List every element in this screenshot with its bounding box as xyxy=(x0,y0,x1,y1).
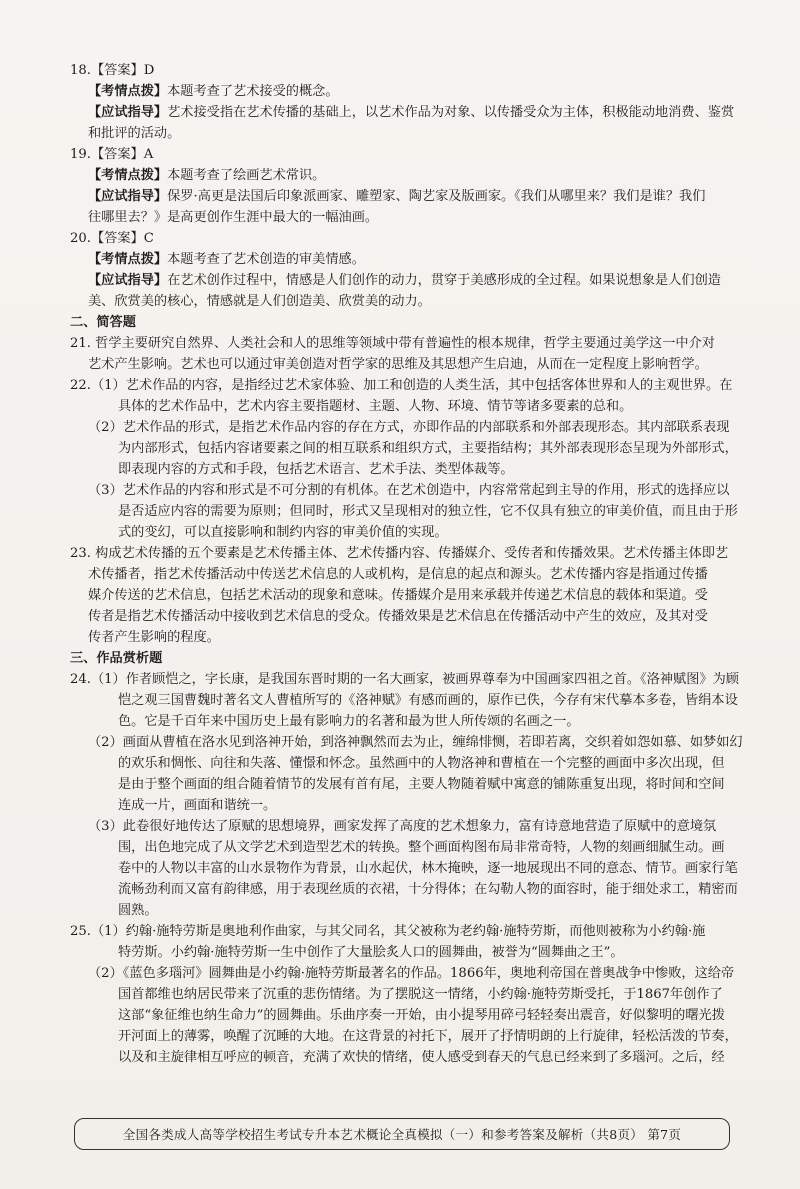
section-heading-short-answer: 二、简答题 xyxy=(70,315,136,330)
q24-line: 圆熟。 xyxy=(118,903,158,918)
q19-kaoqing: 【考情点拨】本题考查了绘画艺术常识。 xyxy=(88,168,326,183)
q21-line: 艺术产生影响。艺术也可以通过审美创造对哲学家的思维及其思想产生启迪，从而在一定程度上影响哲学。 xyxy=(88,357,708,372)
q25-line: 开河面上的薄雾，唤醒了沉睡的大地。在这背景的衬托下，展开了抒情明朗的上行旋律，轻松活泼的节奏， xyxy=(118,1029,738,1044)
q22-line: （3）艺术作品的内容和形式是不可分割的有机体。在艺术创造中，内容常常起到主导的作用，形式的选择应以 xyxy=(88,483,730,498)
q20-yingshi: 【应试指导】在艺术创作过程中，情感是人们创作的动力，贯穿于美感形成的全过程。如果说想象是人们创造 xyxy=(88,273,721,288)
page-footer: 全国各类成人高等学校招生考试专升本艺术概论全真模拟（一）和参考答案及解析（共8页） 第7页 xyxy=(74,1118,730,1150)
q22-line: 22.（1）艺术作品的内容，是指经过艺术家体验、加工和创造的人类生活，其中包括客体世界和人的主观世界。在 xyxy=(70,378,733,393)
q23-line: 传者产生影响的程度。 xyxy=(88,630,220,645)
q24-line: 流畅劲利而又富有韵律感，用于表现丝质的衣裙，十分得体；在勾勒人物的面容时，能于细处求工，精密而 xyxy=(118,882,738,897)
q24-line: 连成一片，画面和谐统一。 xyxy=(118,798,277,813)
q23-line: 传者是指艺术传播活动中接收到艺术信息的受众。传播效果是艺术信息在传播活动中产生的效应，及其对受 xyxy=(88,609,708,624)
q24-line: （3）此卷很好地传达了原赋的思想境界，画家发挥了高度的艺术想象力，富有诗意地营造了原赋中的意境氛 xyxy=(88,819,717,834)
q20-yingshi-cont: 美、欣赏美的核心，情感就是人们创造美、欣赏美的动力。 xyxy=(88,294,431,309)
q21-line: 21. 哲学主要研究自然界、人类社会和人的思维等领域中带有普遍性的根本规律，哲学主要通过美学这一中介对 xyxy=(70,336,715,351)
q24-line: 围，出色地完成了从文学艺术到造型艺术的转换。整个画面构图布局非常奇特，人物的刻画细腻生动。画 xyxy=(118,840,725,855)
q20-answer: 20.【答案】C xyxy=(70,231,154,246)
q23-line: 23. 构成艺术传播的五个要素是艺术传播主体、艺术传播内容、传播媒介、受传者和传播效果。艺术传播主体即艺 xyxy=(70,546,729,561)
q25-line: 以及和主旋律相互呼应的顿音，充满了欢快的情绪，使人感受到春天的气息已经来到了多瑙河。之后，经 xyxy=(118,1050,725,1065)
q22-line: 具体的艺术作品中，艺术内容主要指题材、主题、人物、环境、情节等诸多要素的总和。 xyxy=(118,399,633,414)
q22-line: 是否适应内容的需要为原则；但同时，形式又呈现相对的独立性，它不仅具有独立的审美价值，而且由于形 xyxy=(118,504,738,519)
q25-line: 国首都维也纳居民带来了沉重的悲伤情绪。为了摆脱这一情绪，小约翰·施特劳斯受托，于1867年创作了 xyxy=(118,987,723,1002)
q22-line: 式的变幻，可以直接影响和制约内容的审美价值的实现。 xyxy=(118,525,448,540)
q24-line: 卷中的人物以丰富的山水景物作为背景，山水起伏，林木掩映，逐一地展现出不同的意态、情节。画家行笔 xyxy=(118,861,738,876)
q19-answer: 19.【答案】A xyxy=(70,147,154,162)
q22-line: 为内部形式，包括内容诸要素之间的相互联系和组织方式，主要指结构；其外部表现形态呈现为外部形式， xyxy=(118,441,738,456)
q18-kaoqing: 【考情点拨】本题考查了艺术接受的概念。 xyxy=(88,84,339,99)
section-heading-appreciation: 三、作品赏析题 xyxy=(70,651,163,666)
q18-yingshi-cont: 和批评的活动。 xyxy=(88,126,181,141)
q24-line: 是由于整个画面的组合随着情节的发展有首有尾，主要人物随着赋中寓意的铺陈重复出现，将时间和空间 xyxy=(118,777,725,792)
q24-line: （2）画面从曹植在洛水见到洛神开始，到洛神飘然而去为止，缠绵悱恻，若即若离，交织着如怨如慕、如梦如幻 xyxy=(88,735,743,750)
q22-line: （2）艺术作品的形式，是指艺术作品内容的存在方式，亦即作品的内部联系和外部表现形态。其内部联系表现 xyxy=(88,420,730,435)
q25-line: 25.（1）约翰·施特劳斯是奥地利作曲家，与其父同名，其父被称为老约翰·施特劳斯，而他则被称为小约翰·施 xyxy=(70,924,706,939)
q25-line: 特劳斯。小约翰·施特劳斯一生中创作了大量脍炙人口的圆舞曲，被誉为“圆舞曲之王”。 xyxy=(118,945,624,960)
q25-line: （2）《蓝色多瑙河》圆舞曲是小约翰·施特劳斯最著名的作品。1866年，奥地利帝国在普奥战争中惨败，这给帝 xyxy=(88,966,735,981)
q24-line: 恺之观三国曹魏时著名文人曹植所写的《洛神赋》有感而画的，原作已佚，今存有宋代摹本多卷，皆绢本设 xyxy=(118,693,738,708)
q19-yingshi-cont: 往哪里去？》是高更创作生涯中最大的一幅油画。 xyxy=(88,210,379,225)
q24-line: 24.（1）作者顾恺之，字长康，是我国东晋时期的一名大画家，被画界尊奉为中国画家四祖之首。《洛神赋图》为顾 xyxy=(70,672,739,687)
q24-line: 色。它是千百年来中国历史上最有影响力的名著和最为世人所传颂的名画之一。 xyxy=(118,714,580,729)
q25-line: 这部“象征维也纳生命力”的圆舞曲。乐曲序奏一开始，由小提琴用碎弓轻轻奏出震音，好似黎明的曙光拨 xyxy=(118,1008,725,1023)
q24-line: 的欢乐和惆怅、向往和失落、懂憬和怀念。虽然画中的人物洛神和曹植在一个完整的画面中多次出现，但 xyxy=(118,756,725,771)
q22-line: 即表现内容的方式和手段，包括艺术语言、艺术手法、类型体裁等。 xyxy=(118,462,514,477)
q23-line: 术传播者，指艺术传播活动中传送艺术信息的人或机构，是信息的起点和源头。艺术传播内容是指通过传播 xyxy=(88,567,708,582)
q18-yingshi: 【应试指导】艺术接受指在艺术传播的基础上，以艺术作品为对象、以传播受众为主体，积极能动地消费、鉴赏 xyxy=(88,105,735,120)
q19-yingshi: 【应试指导】保罗·高更是法国后印象派画家、雕塑家、陶艺家及版画家。《我们从哪里来？我们是谁？我们 xyxy=(88,189,706,204)
q23-line: 媒介传送的艺术信息，包括艺术活动的现象和意味。传播媒介是用来承载并传递艺术信息的载体和渠道。受 xyxy=(88,588,708,603)
q20-kaoqing: 【考情点拨】本题考查了艺术创造的审美情感。 xyxy=(88,252,365,267)
q18-answer: 18.【答案】D xyxy=(70,63,155,78)
